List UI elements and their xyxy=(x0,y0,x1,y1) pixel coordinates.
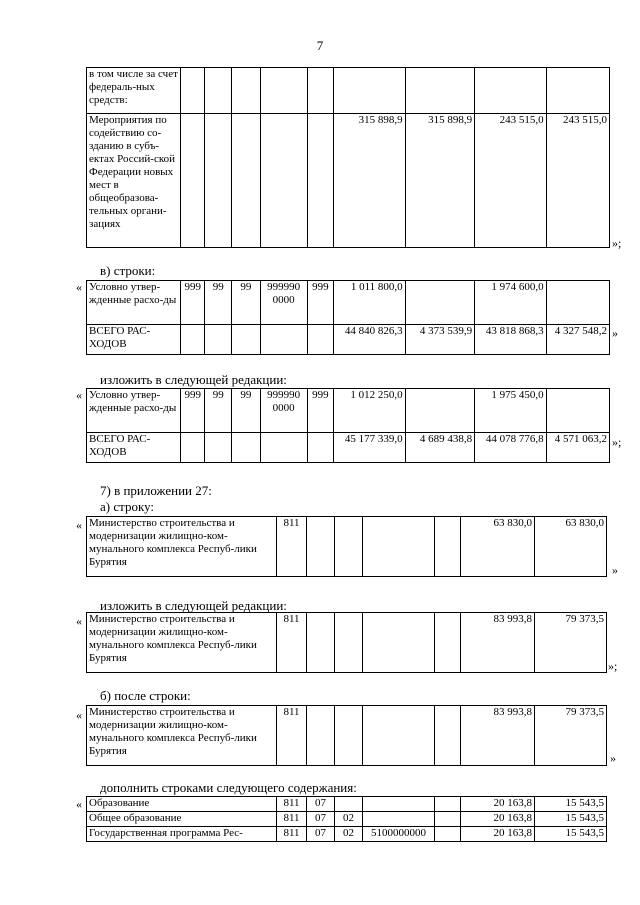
row-name: в том числе за счет федераль-ных средств: xyxy=(87,68,181,114)
closing-quote: »; xyxy=(608,659,618,673)
opening-quote: « xyxy=(76,280,82,294)
opening-quote: « xyxy=(76,708,82,722)
opening-quote: « xyxy=(76,388,82,402)
table-row: Общее образование 811 07 02 20 163,8 15 543,5 xyxy=(87,812,607,827)
row-name: Мероприятия по содействию со-зданию в субъ-ектах Россий-ской Федерации новых мест в общеобразова-тельных органи-зациях xyxy=(87,114,181,248)
table-row: Образование 811 07 20 163,8 15 543,5 xyxy=(87,797,607,812)
table-row: Мероприятия по содействию со-зданию в субъ-ектах Россий-ской Федерации новых мест в общеобразова-тельных органи-зациях 315 898,9 315 898,9 243 515,0 243 515,0 xyxy=(87,114,610,248)
appendix-heading: 7) в приложении 27: xyxy=(100,483,212,498)
row-name: Условно утвер-жденные расхо-ды xyxy=(87,389,181,433)
table-row: Министерство строительства и модернизации жилищно-ком-мунального комплекса Респуб-лики Бурятия 811 83 993,8 79 373,5 xyxy=(87,613,607,673)
new-edition-label: изложить в следующей редакции: xyxy=(100,372,287,387)
row-name: ВСЕГО РАС-ХОДОВ xyxy=(87,433,181,463)
opening-quote: « xyxy=(76,797,82,811)
section-v-label: в) строки: xyxy=(100,263,156,278)
row-name: ВСЕГО РАС-ХОДОВ xyxy=(87,325,181,355)
row-name: Условно утвер-жденные расхо-ды xyxy=(87,281,181,325)
table-row xyxy=(87,68,610,114)
expenses-table-top xyxy=(86,67,610,248)
appendix-table-a xyxy=(86,516,607,577)
row-name: Образование xyxy=(87,797,277,812)
sub-b-label: б) после строки: xyxy=(100,688,191,703)
table-row: Министерство строительства и модернизации жилищно-ком-мунального комплекса Респуб-лики Бурятия 811 63 830,0 63 830,0 xyxy=(87,517,607,577)
table-row: Условно утвер-жденные расхо-ды 999 99 99 999990 0000 999 1 011 800,0 1 974 600,0 xyxy=(87,281,610,325)
row-name: Государственная программа Рес- xyxy=(87,827,277,842)
row-name: Министерство строительства и модернизации жилищно-ком-мунального комплекса Респуб-лики Бурятия xyxy=(87,613,277,673)
table-row: ВСЕГО РАС-ХОДОВ 45 177 339,0 4 689 438,8 44 078 776,8 4 571 063,2 xyxy=(87,433,610,463)
closing-quote: » xyxy=(610,751,616,765)
opening-quote: « xyxy=(76,518,82,532)
table-row: ВСЕГО РАС-ХОДОВ 44 840 826,3 4 373 539,9 43 818 868,3 4 327 548,2 xyxy=(87,325,610,355)
appendix-table-d xyxy=(86,796,607,842)
row-name: Общее образование xyxy=(87,812,277,827)
rows-table-new xyxy=(86,388,610,463)
table-row: Министерство строительства и модернизации жилищно-ком-мунального комплекса Респуб-лики Бурятия 811 83 993,8 79 373,5 xyxy=(87,706,607,766)
closing-quote: » xyxy=(612,563,618,577)
sub-a-label: а) строку: xyxy=(100,499,155,514)
closing-quote: » xyxy=(612,326,618,340)
page-number: 7 xyxy=(316,38,324,53)
appendix-table-c xyxy=(86,705,607,766)
add-rows-label: дополнить строками следующего содержания: xyxy=(100,780,357,795)
row-name: Министерство строительства и модернизации жилищно-ком-мунального комплекса Респуб-лики Бурятия xyxy=(87,517,277,577)
rows-table-v xyxy=(86,280,610,355)
table-row: Условно утвер-жденные расхо-ды 999 99 99 999990 0000 999 1 012 250,0 1 975 450,0 xyxy=(87,389,610,433)
new-edition-label-2: изложить в следующей редакции: xyxy=(100,598,287,613)
table-row: Государственная программа Рес- 811 07 02 5100000000 20 163,8 15 543,5 xyxy=(87,827,607,842)
row-name: Министерство строительства и модернизации жилищно-ком-мунального комплекса Респуб-лики Бурятия xyxy=(87,706,277,766)
appendix-table-b xyxy=(86,612,607,673)
closing-quote: »; xyxy=(612,435,622,449)
closing-quote: »; xyxy=(612,236,622,250)
opening-quote: « xyxy=(76,614,82,628)
